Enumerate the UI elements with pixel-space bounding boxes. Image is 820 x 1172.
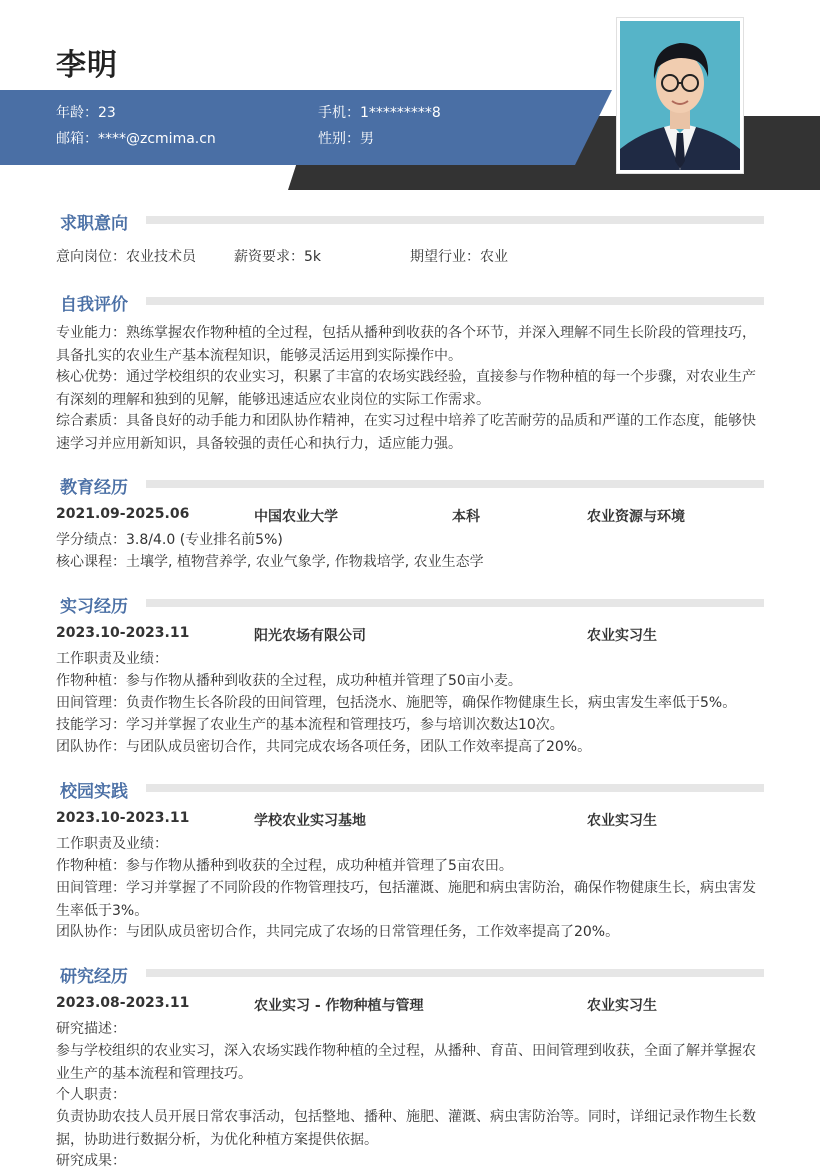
internship-org: 阳光农场有限公司 <box>254 628 366 644</box>
campus-line: 田间管理：学习并掌握了不同阶段的作物管理技巧，包括灌溉、施肥和病虫害防治，确保作物健康生长，病虫害发生率低于3%。 <box>56 880 756 919</box>
research-description: 参与学校组织的农业实习，深入农场实践作物种植的全过程，从播种、育苗、田间管理到收获，全面了解并掌握农业生产的基本流程和管理技巧。 <box>56 1043 756 1082</box>
self-eval-paragraph: 专业能力：熟练掌握农作物种植的全过程，包括从播种到收获的各个环节，并深入理解不同生长阶段的管理技巧，具备扎实的农业生产基本流程知识，能够灵活运用到实际操作中。 <box>56 325 756 364</box>
section-title-internship: 实习经历 <box>60 597 128 617</box>
candidate-name: 李明 <box>56 48 118 83</box>
internship-line: 团队协作：与团队成员密切合作，共同完成农场各项任务，团队工作效率提高了20%。 <box>56 739 592 755</box>
internship-line: 田间管理：负责作物生长各阶段的田间管理，包括浇水、施肥等，确保作物健康生长，病虫害发生率低于5%。 <box>56 695 737 711</box>
section-title-campus: 校园实践 <box>60 782 128 802</box>
research-desc-label: 研究描述： <box>56 1021 126 1037</box>
section-divider <box>146 480 764 488</box>
gender-info: 性别：男 <box>318 131 374 147</box>
internship-row <box>56 625 764 647</box>
education-degree: 本科 <box>452 509 480 525</box>
internship-date: 2023.10-2023.11 <box>56 625 190 641</box>
education-school: 中国农业大学 <box>254 509 338 525</box>
intended-position: 意向岗位：农业技术员 <box>56 249 196 265</box>
campus-row <box>56 810 764 832</box>
research-result-label: 研究成果： <box>56 1153 126 1169</box>
research-role: 农业实习生 <box>587 998 657 1014</box>
campus-date: 2023.10-2023.11 <box>56 810 190 826</box>
education-gpa: 学分绩点：3.8/4.0 (专业排名前5%) <box>56 532 283 548</box>
section-divider <box>146 216 764 224</box>
campus-line: 作物种植：参与作物从播种到收获的全过程，成功种植并管理了5亩农田。 <box>56 858 513 874</box>
section-title-research: 研究经历 <box>60 967 128 987</box>
internship-role: 农业实习生 <box>587 628 657 644</box>
internship-line: 技能学习：学习并掌握了农业生产的基本流程和管理技巧，参与培训次数达10次。 <box>56 717 564 733</box>
research-project: 农业实习 - 作物种植与管理 <box>254 998 424 1014</box>
section-title-education: 教育经历 <box>60 478 128 498</box>
email-info: 邮箱：****@zcmima.cn <box>56 131 216 147</box>
expected-industry: 期望行业：农业 <box>410 249 508 265</box>
section-divider <box>146 297 764 305</box>
self-eval-paragraph: 综合素质：具备良好的动手能力和团队协作精神，在实习过程中培养了吃苦耐劳的品质和严谨的工作态度，能够快速学习并应用新知识，具备较强的责任心和执行力，适应能力强。 <box>56 413 756 452</box>
self-eval-paragraph: 核心优势：通过学校组织的农业实习，积累了丰富的农场实践经验，直接参与作物种植的每一个步骤，对农业生产有深刻的理解和独到的见解，能够迅速适应农业岗位的实际工作需求。 <box>56 369 756 408</box>
research-row <box>56 995 764 1017</box>
campus-org: 学校农业实习基地 <box>254 813 366 829</box>
profile-photo <box>617 18 743 173</box>
section-divider <box>146 784 764 792</box>
internship-line: 作物种植：参与作物从播种到收获的全过程，成功种植并管理了50亩小麦。 <box>56 673 522 689</box>
research-duty: 负责协助农技人员开展日常农事活动，包括整地、播种、施肥、灌溉、病虫害防治等。同时，详细记录作物生长数据，协助进行数据分析，为优化种植方案提供依据。 <box>56 1109 756 1148</box>
education-row <box>56 506 764 528</box>
education-major: 农业资源与环境 <box>587 509 685 525</box>
campus-line: 团队协作：与团队成员密切合作，共同完成了农场的日常管理任务，工作效率提高了20%。 <box>56 924 620 940</box>
section-title-intention: 求职意向 <box>60 214 128 234</box>
education-date: 2021.09-2025.06 <box>56 506 190 522</box>
section-divider <box>146 969 764 977</box>
campus-role: 农业实习生 <box>587 813 657 829</box>
section-divider <box>146 599 764 607</box>
phone-info: 手机：1*********8 <box>318 105 441 121</box>
internship-line: 工作职责及业绩： <box>56 651 168 667</box>
salary-expectation: 薪资要求：5k <box>234 249 322 265</box>
age-info: 年龄：23 <box>56 105 116 121</box>
avatar <box>620 21 740 170</box>
section-title-self-evaluation: 自我评价 <box>60 295 128 315</box>
campus-line: 工作职责及业绩： <box>56 836 168 852</box>
research-duty-label: 个人职责： <box>56 1087 126 1103</box>
education-courses: 核心课程：土壤学, 植物营养学, 农业气象学, 作物栽培学, 农业生态学 <box>56 554 484 570</box>
research-date: 2023.08-2023.11 <box>56 995 190 1011</box>
person-portrait-icon <box>620 21 740 170</box>
